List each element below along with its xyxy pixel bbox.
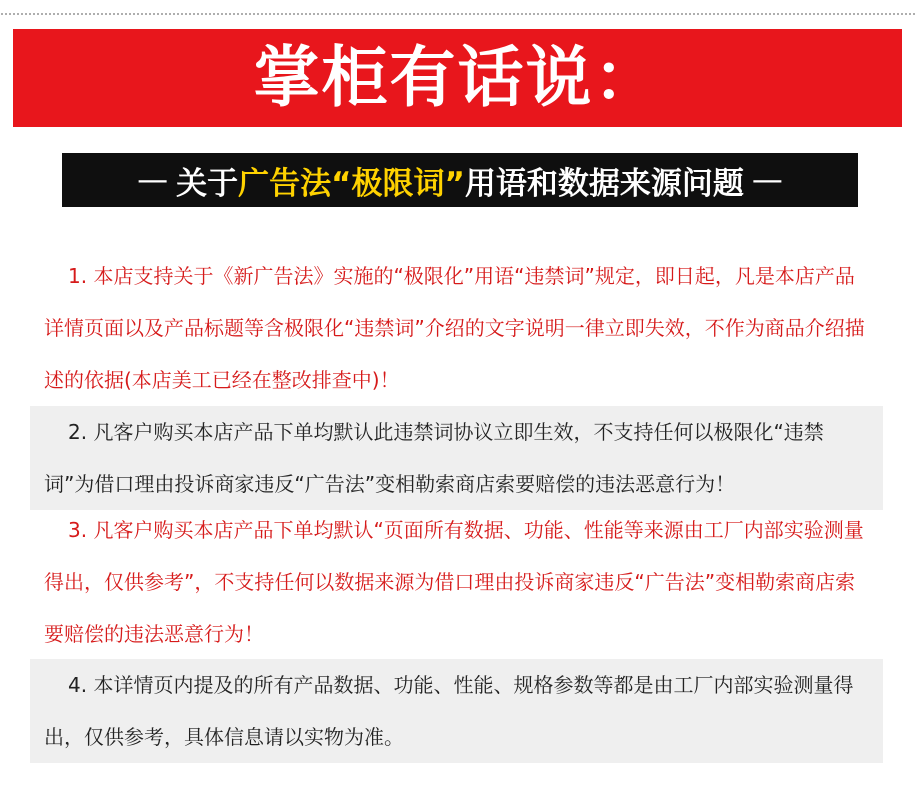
notice-text-2: 2. 凡客户购买本店产品下单均默认此违禁词协议立即生效，不支持任何以极限化“违禁词”为借口理由投诉商家违反“广告法”变相勒索商店索要赔偿的违法恶意行为！ [44, 420, 824, 496]
notice-paragraph-4 [30, 659, 883, 763]
notice-text-1: 1. 本店支持关于《新广告法》实施的“极限化”用语“违禁词”规定，即日起，凡是本店产品详情页面以及产品标题等含极限化“违禁词”介绍的文字说明一律立即失效，不作为商品介绍描述的依据(本店美工已经在整改排查中)！ [44, 264, 865, 392]
notice-paragraph-2 [30, 406, 883, 510]
subtitle-left-dash: — [137, 162, 169, 198]
notice-text-4: 4. 本详情页内提及的所有产品数据、功能、性能、规格参数等都是由工厂内部实验测量得出，仅供参考，具体信息请以实物为准。 [44, 673, 854, 749]
page-title: 掌柜有话说： [253, 39, 662, 116]
notice-paragraph-1 [30, 250, 883, 406]
subtitle-part-1: 关于 [176, 165, 239, 202]
notice-text-3: 3. 凡客户购买本店产品下单均默认“页面所有数据、功能、性能等来源由工厂内部实验测量得出，仅供参考”，不支持任何以数据来源为借口理由投诉商家违反“广告法”变相勒索商店索要赔偿的违法恶意行为！ [44, 518, 864, 646]
notice-paragraph-3 [30, 504, 883, 660]
subtitle-right-dash: — [751, 162, 783, 198]
subtitle-part-3: 用语和数据来源问题 [464, 165, 744, 202]
subtitle-highlight: 广告法“极限词” [238, 165, 465, 202]
subtitle-bar [62, 153, 858, 207]
header-banner [13, 29, 902, 127]
dotted-divider [0, 12, 915, 18]
